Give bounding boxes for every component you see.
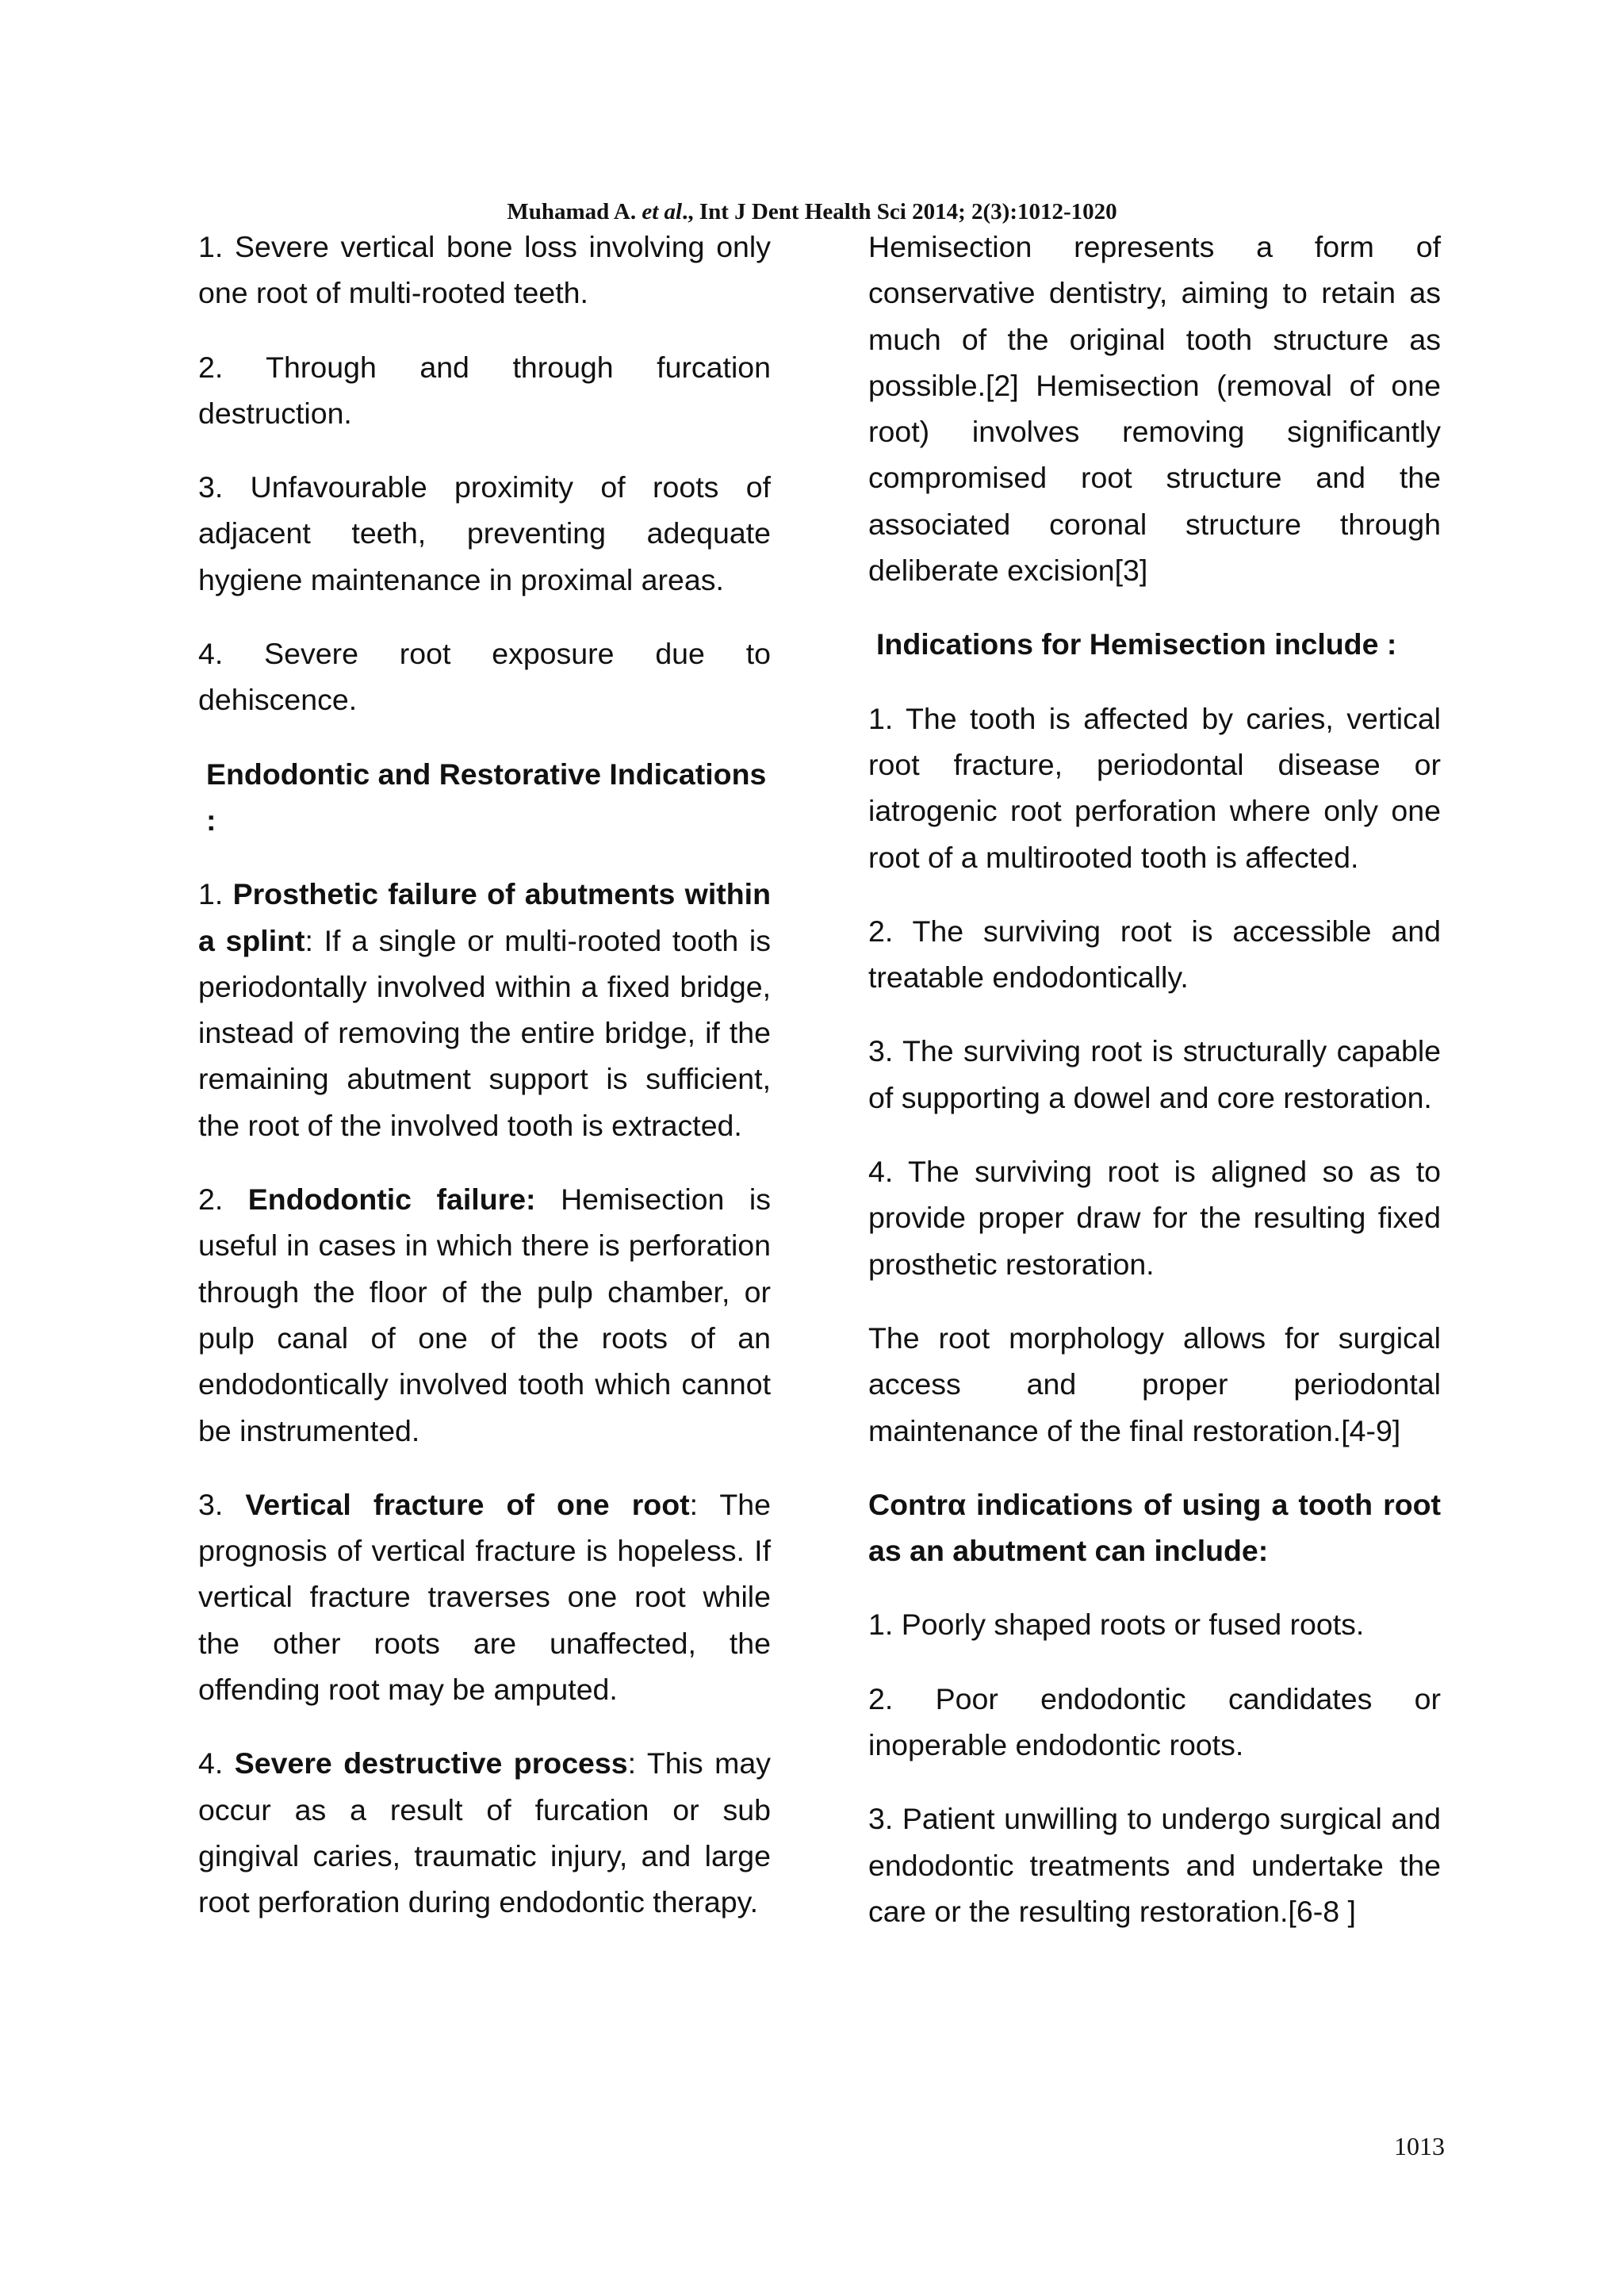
right-paragraph-2: 2. The surviving root is accessible and treatable endodontically. — [868, 914, 1441, 995]
right-paragraph-5: The root morphology allows for surgical access and proper periodontal maintenance of the final restoration.[4-9] — [868, 1320, 1441, 1447]
item-number: 3. — [198, 1487, 246, 1521]
item-text: Hemisection is useful in cases in which there is perforation through the floor of the pulp chamber, or pulp canal of one of the roots of an endodontically involved tooth which cannot be instrumented. — [198, 1182, 771, 1447]
right-paragraph-1: 1. The tooth is affected by caries, vertical root fracture, periodontal disease or iatrogenic root perforation where only one root of a multirooted tooth is affected. — [868, 701, 1441, 874]
right-paragraph-4: 4. The surviving root is aligned so as to provide proper draw for the resulting fixed prosthetic restoration. — [868, 1155, 1441, 1281]
item-number: 4. — [198, 1746, 235, 1780]
indication-item-2 — [198, 1176, 771, 1454]
running-header — [0, 197, 1624, 227]
left-paragraph-1: 1. Severe vertical bone loss involving only one root of multi-rooted teeth. — [198, 230, 771, 310]
hemisection-intro: Hemisection represents a form of conservative dentistry, aiming to retain as much of the original tooth structure as possible.[2] Hemisection (removal of one root) involves removing significantly compromised root structure and the associated coronal structure through deliberate excision[3] — [868, 230, 1441, 588]
contraindication-3: 3. Patient unwilling to undergo surgical and endodontic treatments and undertake the care or the resulting restoration.[6-8 ] — [868, 1802, 1441, 1928]
contraindications-heading: Contrα indications of using a tooth root as an abutment can include: — [868, 1487, 1441, 1568]
page-number: 1013 — [1394, 2132, 1445, 2160]
left-paragraph-3: 3. Unfavourable proximity of roots of adjacent teeth, preventing adequate hygiene maintenance in proximal areas. — [198, 470, 771, 596]
item-number: 2. — [198, 1182, 248, 1217]
indication-item-4 — [198, 1740, 771, 1925]
contraindication-1: 1. Poorly shaped roots or fused roots. — [868, 1608, 1365, 1642]
item-text: : This may occur as a result of furcation or sub gingival caries, traumatic injury, and large root perforation during endodontic therapy. — [198, 1746, 771, 1919]
indication-item-1 — [198, 871, 771, 1148]
indication-item-3 — [198, 1481, 771, 1712]
item-title: Vertical fracture of one root — [245, 1487, 690, 1521]
header-etal: et al — [642, 199, 683, 224]
right-paragraph-3: 3. The surviving root is structurally capable of supporting a dowel and core restoration. — [868, 1034, 1441, 1114]
right-column — [868, 224, 1441, 1962]
left-paragraph-4: 4. Severe root exposure due to dehiscence. — [198, 637, 771, 717]
item-title: Prosthetic failure of abutments within a splint — [198, 877, 771, 957]
item-title: Severe destructive process — [234, 1746, 628, 1780]
hemisection-indications-heading: Indications for Hemisection include : — [876, 627, 1397, 661]
header-author: Muhamad A. — [507, 199, 642, 224]
left-column — [198, 224, 771, 1953]
left-paragraph-2: 2. Through and through furcation destruction. — [198, 350, 771, 430]
item-text: : The prognosis of vertical fracture is hopeless. If vertical fracture traverses one root while the other roots are unaffected, the offending root may be amputed. — [198, 1487, 772, 1707]
item-number: 1. — [198, 877, 233, 911]
contraindication-2: 2. Poor endodontic candidates or inoperable endodontic roots. — [868, 1681, 1441, 1762]
endodontic-restorative-heading: Endodontic and Restorative Indications : — [206, 757, 767, 837]
item-text: : If a single or multi-rooted tooth is periodontally involved within a fixed bridge, instead of removing the entire bridge, if the remaining abutment support is sufficient, the root of the involved tooth is extracted. — [198, 923, 771, 1142]
header-citation: ., Int J Dent Health Sci 2014; 2(3):1012-1020 — [682, 199, 1117, 224]
item-title: Endodontic failure: — [247, 1182, 536, 1217]
